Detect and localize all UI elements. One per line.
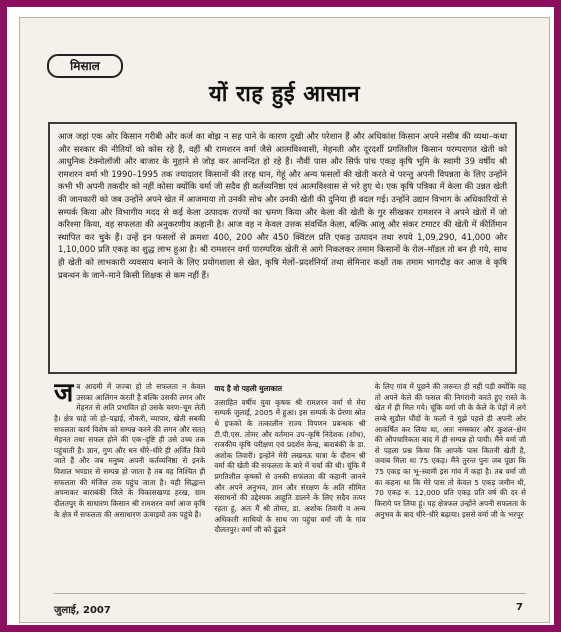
page-number: 7 [516, 602, 523, 613]
column-2-text: उत्साहित वर्षीय युवा कृषक श्री रामशरन वर्मा से मेरा सम्पर्क जुलाई, 2005 में हुआ। इस सम्पर्क के प्रेरणा स्रोत थे इफको के तत्कालीन राज्य विपणन प्रबन्धक श्री टी.पी.एस. तोमर और वर्तमान उप–कृषि निदेशक (शोध), राजकीय कृषि परीक्षण एवं प्रदर्शन केन्द्र, बाराबंकी के डा. अशोक तिवारी। इन्होंने मेरी लखनऊ यात्रा के दौरान श्री वर्मा की खेती की सफलता के बारे में चर्चा की थी। चूंकि मैं प्रगतिशील कृषकों से उनकी सफलता की कहानी जानने और अपने अनुभव, ज्ञान और संरक्षण के अति सीमित संसाधनों की उद्देश्यक आहूति डालने के लिए सदैव तत्पर रहता हूं, अतः मैं श्री तोमर, डा. अशोक तिवारी व अन्य अधिकारी साथियों के साथ जा पहुंचा वर्मा जी के गांव दौलतपुर। वर्मा जी को ढूंढने [214, 397, 366, 535]
magazine-page [19, 17, 550, 623]
column-2 [214, 382, 365, 592]
column-2-subheading: याद है वो पहली मुलाकात [214, 384, 283, 393]
column-1 [54, 382, 205, 592]
footer-divider [54, 593, 526, 594]
column-3 [375, 382, 526, 592]
column-3-text: के लिए गांव में पूछने की जरूरत ही नहीं पड़ी क्योंकि वह तो अपने केले की फसल की निगरानी करते हुए रास्ते के खेत में ही मिल गये। चूंकि वर्मा जी के केले के पेड़ों में लगे लम्बे सुडौल घौंदों के फलों ने मुझे पहले ही अपनी ओर आकर्षित कर लिया था, अतः नमस्कार और कुशल–क्षेम की औपचारिकता बाद में ही सम्पन्न हो पायी। मैंने वर्मा जी से पहला प्रश्न किया कि आपके पास कितनी खेती है, जवाब मिला था 75 एकड़। मैंने तुरन्त पुनः जब पूछा कि 75 एकड़ का भू–स्वामी इस गांव में कहां है। तब वर्मा जी का कहना था कि मेरे पास तो केवल 5 एकड़ जमीन थी, 70 एकड़ रु. 12,000 प्रति एकड़ प्रति वर्ष की दर से किराये पर लिया हूं। यह क्षेत्रफल उन्होंने अपनी सफलता के अनुभव के बाद धीरे–धीरे बढ़ाया। इससे वर्मा जी के भरपूर [374, 382, 526, 519]
column-1-text: ब आदमी में जज्बा हो तो सफलता न केवल उसका आलिंगन करती है बल्कि उसकी लगन और मेहनत से अति प्रभावित हो उसके चरण–चूम लेती है। क्षेत्र चाहे जो हो–पढ़ाई, नौकरी, व्यापार, खेती सबकी सफलता कार्य विशेष को सम्पन्न करने की लगन और सतत् मेहनत तथा सफल होने की एक–दृष्टि ही उसे उच्च तक पहुंचाती है। ज्ञान, गुण और धन धीरे–धीरे ही अर्जित किये जाते हैं और जब मनुष्य अपनी कर्तव्यनिष्ठा से इनके विशाल भण्डार से सम्पन्न हो जाता है तब वह निश्चित ही सफलता की मंजिल तक पहुंच जाता है। यही सिद्धान्त अपनाकर बाराबंकी जिले के विकासखण्ड हरख, ग्राम दौलतपुर के साधारण किसान श्री रामशरन वर्मा आज कृषि के क्षेत्र में सफलता की असाधारण ऊंचाइयों तक पहुंचे हैं। [54, 382, 206, 519]
intro-text: आज जहां एक ओर किसान गरीबी और कर्ज का बोझ न सह पाने के कारण दुखी और परेशान हैं और अधिकांश किसान अपने नसीब की व्यथा–कथा और सरकार की नीतियों को कोस रहे हैं, वहीं श्री रामशरन वर्मा जैसे आत्मविश्वासी, मेहनती और दूरदर्शी प्रगतिशील किसान परम्परागत खेती को आधुनिक टेक्नोलॉजी और बाजार के मुहाने से जोड़ कर आनन्दित हो रहे हैं। नौवीं पास और सिर्फ पांच एकड़ कृषि भूमि के स्वामी 39 वर्षीय श्री रामशरन वर्मा भी 1990–1995 तक ज्यादातर किसानों की तरह धान, गेहूं और अन्य फसलों की खेती करते थे परन्तु अपनी विपन्नता के लिए उन्होंने कभी भी अपनी तकदीर को नहीं कोसा क्योंकि वर्मा जी सदैव ही कर्तव्यनिष्ठा एवं आत्मविश्वास से भरे हुए थे। एक कृषि पत्रिका में केला की उन्नत खेती की जानकारी को जब उन्होंने अपने खेत में आजमाया तो उनकी सोच और उनकी खेती की दुनिया ही बदल गई। उन्होंने उद्यान विभाग के अधिकारियों से सम्पर्क किया और विभागीय मदद से कई केला उत्पादक राज्यों का भ्रमण किया और केला की खेती के गुर सीखकर रामशरन ने अपने खेतों में जो करिश्मा किया, वह सफलता की अनुकरणीय कहानी है। आज वह न केवल उत्तक संवर्धित केला, बल्कि आलू और संकर टमाटर की खेती में कीर्तिमान स्थापित कर चुके हैं। उन्हें इन फसलों से क्रमशः 400, 200 और 450 क्विंटल प्रति एकड़ उत्पादन तथा रुपये 1,09,290, 41,000 और 1,10,000 प्रति एकड़ का शुद्ध लाभ हुआ है। श्री रामशरन वर्मा पारम्परिक खेती से आगे निकलकर तमाम किसानों के रोल–मॉडल तो बन ही गये, साथ ही खेती को लाभकारी व्यवसाय बनाने के लिए प्रयोगशाला से खेत, कृषि मेलों–प्रदर्शनियों तथा सेमिनार कक्षों तक तमाम भागदौड़ कर आज वे कृषि प्रबन्धन के जाने–माने किसी शिक्षक से कम नहीं हैं। [58, 131, 507, 280]
drop-cap: ज [54, 382, 74, 408]
issue-date: जुलाई, 2007 [54, 605, 111, 616]
intro-box [48, 122, 517, 374]
article-columns [54, 382, 526, 592]
article-title: यों राह हुई आसान [208, 82, 361, 107]
section-tag: मिसाल [47, 54, 123, 78]
